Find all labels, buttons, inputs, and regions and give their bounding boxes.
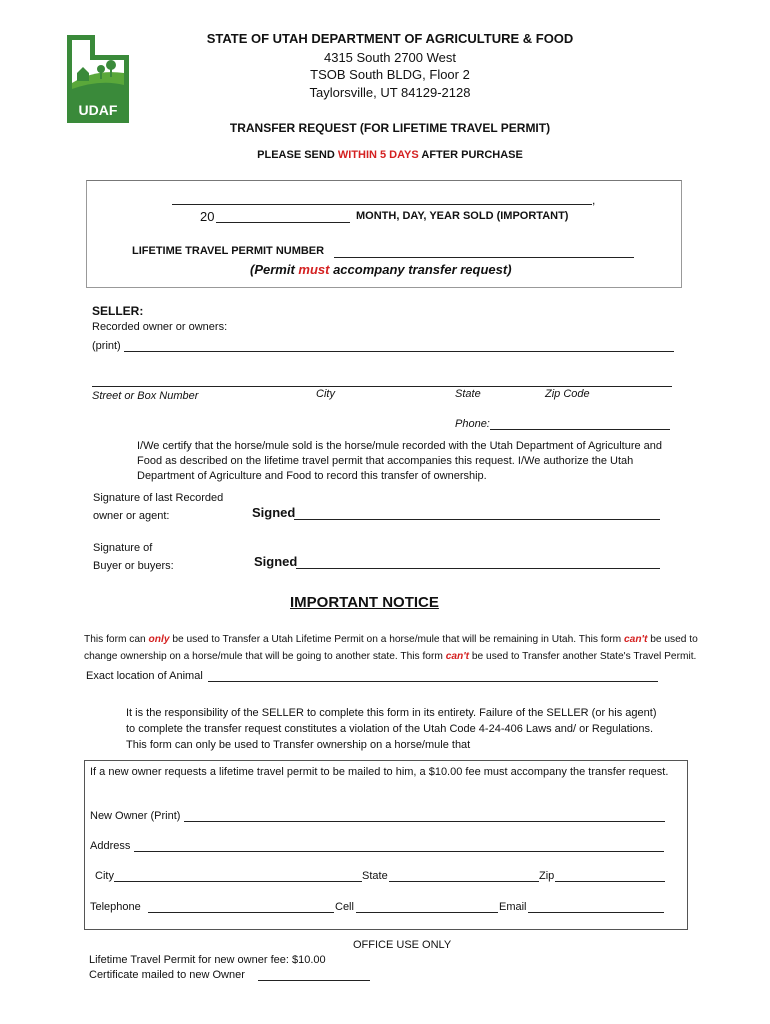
notice-text-b: be used to Transfer a Utah Lifetime Permit on a horse/mule that will be remaining in Utah. This form xyxy=(169,634,624,645)
street-label: Street or Box Number xyxy=(92,390,199,402)
send-highlight: WITHIN 5 DAYS xyxy=(337,149,419,161)
notice-text-d: be used to Transfer another State's Travel Permit. xyxy=(469,651,697,662)
signed-label-seller: Signed xyxy=(252,505,296,520)
office-use-heading: OFFICE USE ONLY xyxy=(353,939,452,951)
buyer-signature-field[interactable] xyxy=(296,568,660,569)
seller-heading: SELLER: xyxy=(92,304,144,318)
date-sold-label: MONTH, DAY, YEAR SOLD (IMPORTANT) xyxy=(356,210,569,222)
sig2-label-line1: Signature of xyxy=(93,542,153,554)
year-prefix: 20 xyxy=(200,209,215,224)
new-owner-address-field[interactable] xyxy=(134,851,664,852)
address-line-2: TSOB South BLDG, Floor 2 xyxy=(310,67,470,82)
notice-cant-1: can't xyxy=(624,634,648,645)
email-field[interactable] xyxy=(528,912,664,913)
office-fee-line: Lifetime Travel Permit for new owner fee: $10.00 xyxy=(89,954,326,966)
certification-text: I/We certify that the horse/mule sold is the horse/mule recorded with the Utah Department of Agriculture and Food as described on the lifetime travel permit that accompanies this request. I/We authorize the Utah Department of Agriculture and Food to record this transfer of ownership. xyxy=(137,440,663,482)
fee-note: If a new owner requests a lifetime travel permit to be mailed to him, a $10.00 fee must accompany the transfer request. xyxy=(90,766,669,778)
phone-label: Phone: xyxy=(455,418,490,430)
new-owner-box xyxy=(84,760,688,930)
new-owner-zip-field[interactable] xyxy=(555,881,665,882)
owner-name-field[interactable] xyxy=(124,351,674,352)
send-prefix: PLEASE SEND xyxy=(257,149,338,161)
signed-label-buyer: Signed xyxy=(254,554,298,569)
sale-date-line[interactable] xyxy=(172,204,592,205)
new-owner-city-label: City xyxy=(95,870,114,882)
responsibility-text: It is the responsibility of the SELLER to complete this form in its entirety. Failure of the SELLER (or his agent) to complete the transfer request constitutes a violation of the Utah Code 4-24-406 Laws and/ or Regulations. This form can only be used to Transfer ownership on a horse/mule that xyxy=(126,707,657,751)
state-label: State xyxy=(455,388,481,400)
notice-paragraph xyxy=(84,631,714,665)
certificate-mailed-label: Certificate mailed to new Owner xyxy=(89,969,245,981)
permit-note-pre: (Permit xyxy=(250,262,299,277)
send-deadline xyxy=(150,149,630,161)
email-label: Email xyxy=(499,901,527,913)
permit-note xyxy=(250,262,512,277)
zip-label: Zip Code xyxy=(545,388,590,400)
recorded-owners-label: Recorded owner or owners: xyxy=(92,321,228,333)
notice-cant-2: can't xyxy=(445,651,470,662)
seller-address-field[interactable] xyxy=(92,386,672,387)
new-owner-city-field[interactable] xyxy=(114,881,362,882)
send-suffix: AFTER PURCHASE xyxy=(418,149,523,161)
new-owner-name-field[interactable] xyxy=(184,821,665,822)
permit-note-post: accompany transfer request) xyxy=(329,262,512,277)
agency-name: STATE OF UTAH DEPARTMENT OF AGRICULTURE & FOOD xyxy=(206,31,574,46)
new-owner-zip-label: Zip xyxy=(539,870,555,882)
form-title: TRANSFER REQUEST (FOR LIFETIME TRAVEL PERMIT) xyxy=(229,121,551,135)
address-line-1: 4315 South 2700 West xyxy=(323,50,457,65)
telephone-field[interactable] xyxy=(148,912,334,913)
permit-number-label: LIFETIME TRAVEL PERMIT NUMBER xyxy=(132,245,325,257)
year-field[interactable] xyxy=(216,222,350,223)
new-owner-address-label: Address xyxy=(90,840,131,852)
print-label: (print) xyxy=(92,340,121,352)
logo-text: UDAF xyxy=(78,102,118,118)
sig1-label-line2: owner or agent: xyxy=(93,510,170,522)
cell-field[interactable] xyxy=(356,912,498,913)
new-owner-name-label: New Owner (Print) xyxy=(90,810,181,822)
udaf-logo xyxy=(65,33,131,125)
sig1-label-line1: Signature of last Recorded xyxy=(93,492,224,504)
telephone-label: Telephone xyxy=(90,901,141,913)
new-owner-state-label: State xyxy=(362,870,388,882)
notice-text-c: be used to change ownership on a horse/mule that will be going to another state. This form xyxy=(84,634,698,662)
address-line-3: Taylorsville, UT 84129-2128 xyxy=(309,85,471,100)
new-owner-state-field[interactable] xyxy=(389,881,539,882)
notice-text-a: This form can xyxy=(84,634,149,645)
date-comma: , xyxy=(592,193,596,207)
city-label: City xyxy=(316,388,335,400)
permit-number-field[interactable] xyxy=(334,257,634,258)
certificate-mailed-field[interactable] xyxy=(258,980,370,981)
seller-signature-field[interactable] xyxy=(294,519,660,520)
notice-only: only xyxy=(148,634,170,645)
cell-label: Cell xyxy=(335,901,354,913)
notice-heading: IMPORTANT NOTICE xyxy=(290,594,439,611)
phone-field[interactable] xyxy=(490,429,670,430)
permit-note-must: must xyxy=(298,262,330,277)
animal-location-label: Exact location of Animal xyxy=(86,670,203,682)
animal-location-field[interactable] xyxy=(208,681,658,682)
sig2-label-line2: Buyer or buyers: xyxy=(93,560,174,572)
